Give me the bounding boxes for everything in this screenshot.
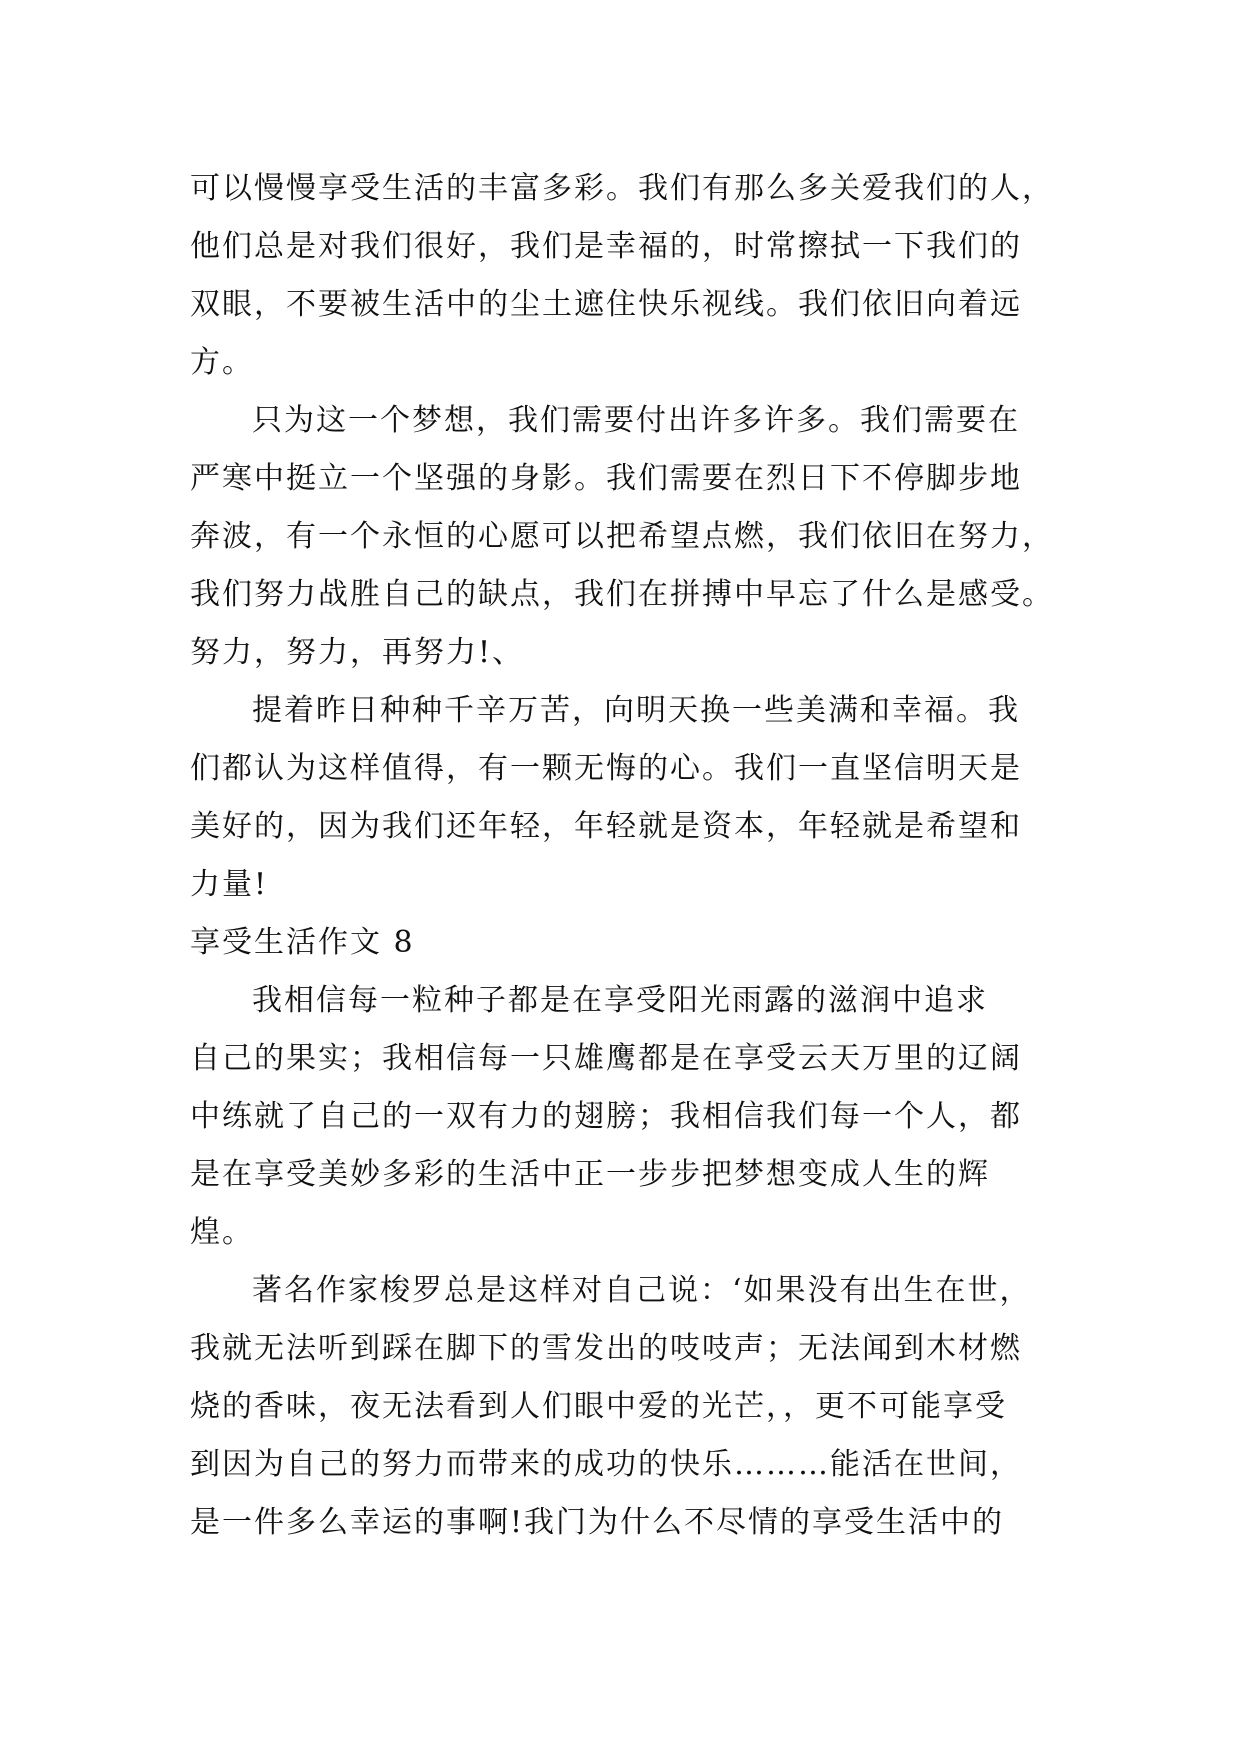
text-line: 自己的果实；我相信每一只雄鹰都是在享受云天万里的辽阔 — [190, 1041, 1022, 1076]
paragraph-first-line: 只为这一个梦想，我们需要付出许多许多。我们需要在 — [252, 403, 1020, 438]
document-body — [190, 160, 1090, 1552]
text-line: 严寒中挺立一个坚强的身影。我们需要在烈日下不停脚步地 — [190, 461, 1022, 496]
text-line: 美好的，因为我们还年轻，年轻就是资本，年轻就是希望和 — [190, 809, 1022, 844]
text-line: 到因为自己的努力而带来的成功的快乐………能活在世间， — [190, 1447, 1022, 1482]
text-line: 我就无法听到踩在脚下的雪发出的吱吱声；无法闻到木材燃 — [190, 1331, 1022, 1366]
section-title: 享受生活作文 8 — [190, 925, 415, 960]
text-line: 奔波，有一个永恒的心愿可以把希望点燃，我们依旧在努力， — [190, 519, 1054, 554]
text-line: 煌。 — [190, 1215, 254, 1250]
text-line: 力量! — [190, 867, 269, 902]
text-line: 烧的香味，夜无法看到人们眼中爱的光芒，，更不可能享受 — [190, 1389, 1007, 1424]
paragraph-first-line: 提着昨日种种千辛万苦，向明天换一些美满和幸福。我 — [252, 693, 1020, 728]
text-line: 双眼，不要被生活中的尘土遮住快乐视线。我们依旧向着远 — [190, 287, 1022, 322]
paragraph-first-line: 我相信每一粒种子都是在享受阳光雨露的滋润中追求 — [252, 983, 988, 1018]
text-line: 努力，努力，再努力!、 — [190, 635, 525, 670]
text-line: 中练就了自己的一双有力的翅膀；我相信我们每一个人，都 — [190, 1099, 1022, 1134]
text-line: 方。 — [190, 345, 254, 380]
text-line: 他们总是对我们很好，我们是幸福的，时常擦拭一下我们的 — [190, 229, 1022, 264]
text-line: 是一件多么幸运的事啊!我门为什么不尽情的享受生活中的 — [190, 1505, 1005, 1540]
paragraph-first-line: 著名作家梭罗总是这样对自己说：‘如果没有出生在世， — [252, 1273, 1032, 1308]
text-line: 们都认为这样值得，有一颗无悔的心。我们一直坚信明天是 — [190, 751, 1022, 786]
text-line: 是在享受美妙多彩的生活中正一步步把梦想变成人生的辉 — [190, 1157, 990, 1192]
text-line: 我们努力战胜自己的缺点，我们在拼搏中早忘了什么是感受。 — [190, 577, 1054, 612]
text-line: 可以慢慢享受生活的丰富多彩。我们有那么多关爱我们的人， — [190, 171, 1054, 206]
